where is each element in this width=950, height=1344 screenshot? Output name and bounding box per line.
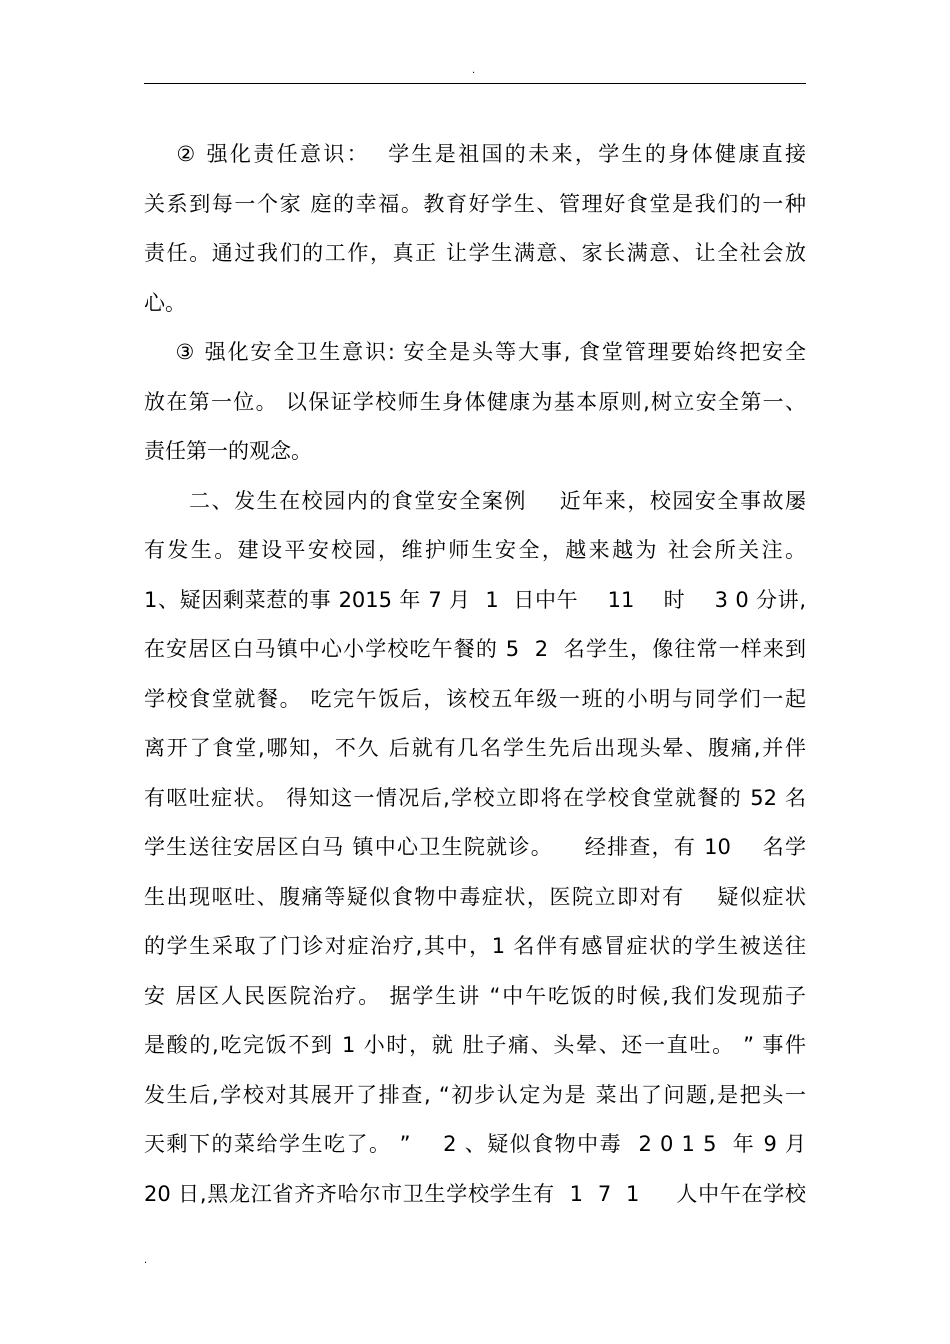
text-line: 责任。通过我们的工作，真正 让学生满意、家长满意、让全社会放 bbox=[144, 241, 806, 265]
text-line: 1、疑因剩菜惹的事 2015 年 7 月 1 日中午 11 时 3 0 分讲, bbox=[144, 587, 806, 612]
text-line: 放在第一位。 以保证学校师生身体健康为基本原则,树立安全第一、 bbox=[144, 389, 806, 414]
text-line: ② 强化责任意识： 学生是祖国的未来，学生的身体健康直接 bbox=[144, 142, 806, 166]
text-line: 有发生。建设平安校园，维护师生安全，越来越为 社会所关注。 bbox=[144, 538, 806, 562]
header-dot: . bbox=[472, 65, 476, 76]
footer-dot: . bbox=[144, 1255, 148, 1266]
text-line: 发生后,学校对其展开了排查, “初步认定为是 菜出了问题,是把头一 bbox=[144, 1082, 806, 1107]
text-line: 心。 bbox=[144, 290, 186, 315]
text-line: 有呕吐症状。 得知这一情况后,学校立即将在学校食堂就餐的 52 名 bbox=[144, 785, 806, 810]
text-line: ③ 强化安全卫生意识: 安全是头等大事, 食堂管理要始终把安全 bbox=[144, 340, 806, 364]
paragraph-responsibility bbox=[144, 130, 806, 328]
text-line: 二、发生在校园内的食堂安全案例 近年来，校园安全事故屡 bbox=[144, 488, 806, 513]
text-line: 责任第一的观念。 bbox=[144, 439, 312, 463]
text-line: 学校食堂就餐。 吃完午饭后，该校五年级一班的小明与同学们一起 bbox=[144, 686, 806, 711]
text-line: 学生送往安居区白马 镇中心卫生院就诊。 经排查，有 10 名学 bbox=[144, 835, 806, 859]
text-line: 天剩下的菜给学生吃了。 ” 2 、疑似食物中毒 2 0 1 5 年 9 月 bbox=[144, 1132, 806, 1156]
text-line: 生出现呕吐、腹痛等疑似食物中毒症状，医院立即对有 疑似症状 bbox=[144, 884, 806, 909]
text-line: 的学生采取了门诊对症治疗,其中，1 名伴有感冒症状的学生被送往 bbox=[144, 934, 806, 958]
paragraph-cases bbox=[144, 477, 806, 1220]
text-line: 是酸的,吃完饭不到 1 小时，就 肚子痛、头晕、还一直吐。 ” 事件 bbox=[144, 1033, 806, 1057]
text-line: 离开了食堂,哪知，不久 后就有几名学生先后出现头晕、腹痛,并伴 bbox=[144, 736, 806, 760]
paragraph-safety bbox=[144, 328, 806, 477]
text-line: 关系到每一个家 庭的幸福。教育好学生、管理好食堂是我们的一种 bbox=[144, 191, 806, 216]
document-body bbox=[144, 130, 806, 1219]
header-rule bbox=[144, 83, 806, 84]
text-line: 20 日,黑龙江省齐齐哈尔市卫生学校学生有 1 7 1 人中午在学校 bbox=[144, 1181, 806, 1206]
text-line: 在安居区白马镇中心小学校吃午餐的 5 2 名学生，像往常一样来到 bbox=[144, 637, 806, 661]
text-line: 安 居区人民医院治疗。 据学生讲 “中午吃饭的时候,我们发现茄子 bbox=[144, 983, 806, 1008]
